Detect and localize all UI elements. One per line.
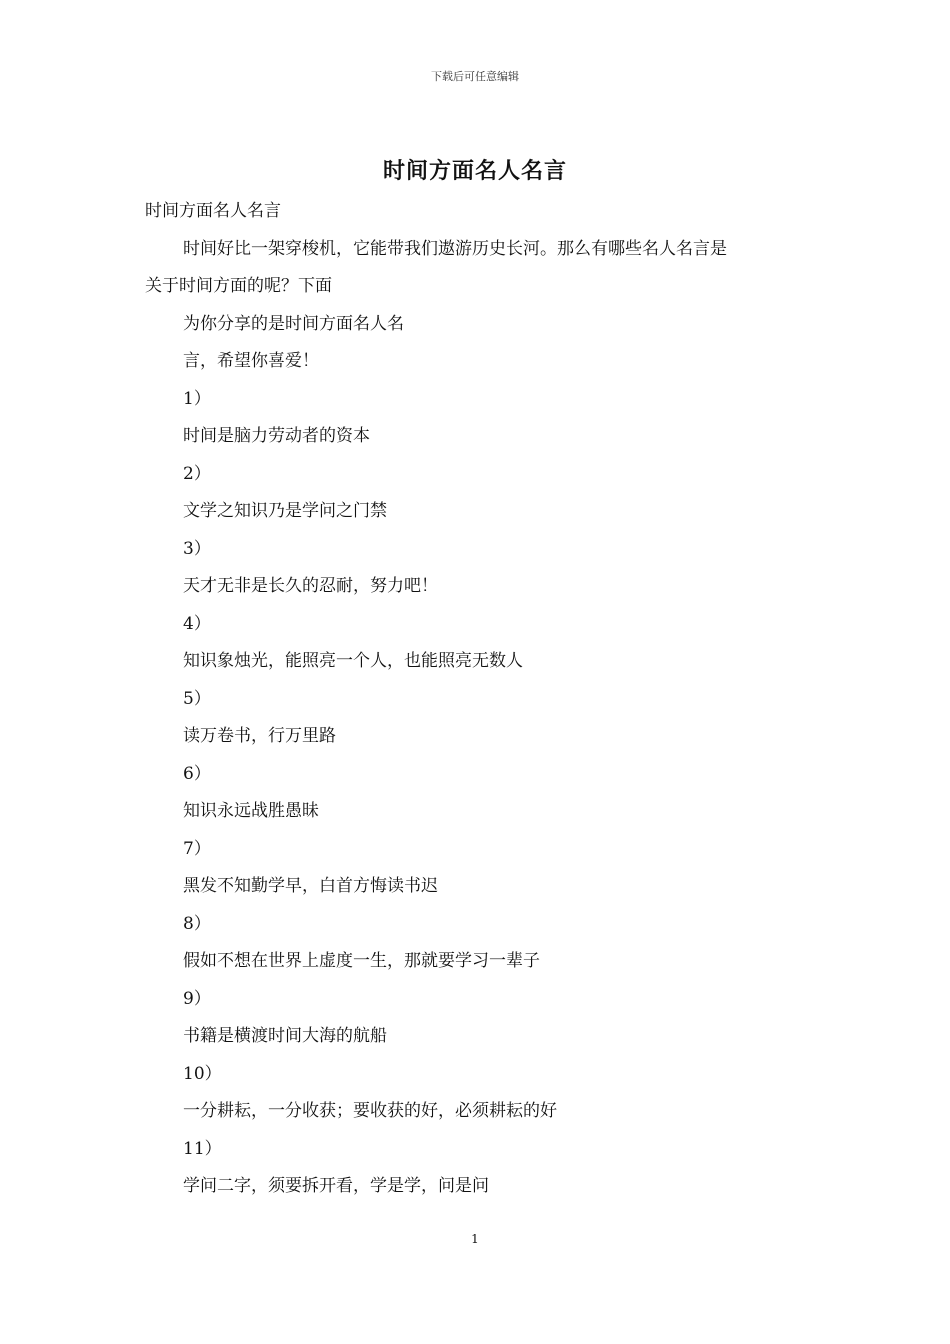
quote-number: 6） [183, 764, 211, 784]
quote-number: 5） [183, 689, 211, 709]
quote-text: 知识永远战胜愚昧 [183, 801, 319, 821]
quote-number: 7） [183, 839, 211, 859]
quote-text: 一分耕耘，一分收获；要收获的好，必须耕耘的好 [183, 1101, 557, 1121]
intro-paragraph-line: 关于时间方面的呢？下面 [145, 276, 332, 296]
quote-text: 天才无非是长久的忍耐，努力吧！ [183, 576, 438, 596]
quote-text: 时间是脑力劳动者的资本 [183, 426, 370, 446]
quote-text: 读万卷书，行万里路 [183, 726, 336, 746]
quote-number: 1） [183, 389, 211, 409]
quote-text: 假如不想在世界上虚度一生，那就要学习一辈子 [183, 951, 540, 971]
intro-paragraph-line: 时间好比一架穿梭机，它能带我们遨游历史长河。那么有哪些名人名言是 [183, 239, 727, 259]
quote-text: 黑发不知勤学早，白首方悔读书迟 [183, 876, 438, 896]
document-body [145, 193, 815, 1203]
quote-number: 9） [183, 989, 211, 1009]
intro-paragraph-line: 为你分享的是时间方面名人名 [183, 314, 404, 334]
quote-text: 文学之知识乃是学问之门禁 [183, 501, 387, 521]
intro-paragraph-line: 言，希望你喜爱！ [183, 351, 319, 371]
page-header: 下载后可任意编辑 [431, 70, 519, 83]
quote-number: 4） [183, 614, 211, 634]
quote-text: 书籍是横渡时间大海的航船 [183, 1026, 387, 1046]
quote-number: 8） [183, 914, 211, 934]
quote-text: 知识象烛光，能照亮一个人，也能照亮无数人 [183, 651, 523, 671]
document-title: 时间方面名人名言 [382, 158, 567, 184]
quote-number: 11） [183, 1139, 222, 1159]
quote-text: 学问二字，须要拆开看，学是学，问是问 [183, 1176, 489, 1196]
quote-number: 2） [183, 464, 211, 484]
quote-number: 3） [183, 539, 211, 559]
page-number: 1 [471, 1232, 479, 1246]
quote-number: 10） [183, 1064, 222, 1084]
intro-subtitle: 时间方面名人名言 [145, 201, 281, 221]
